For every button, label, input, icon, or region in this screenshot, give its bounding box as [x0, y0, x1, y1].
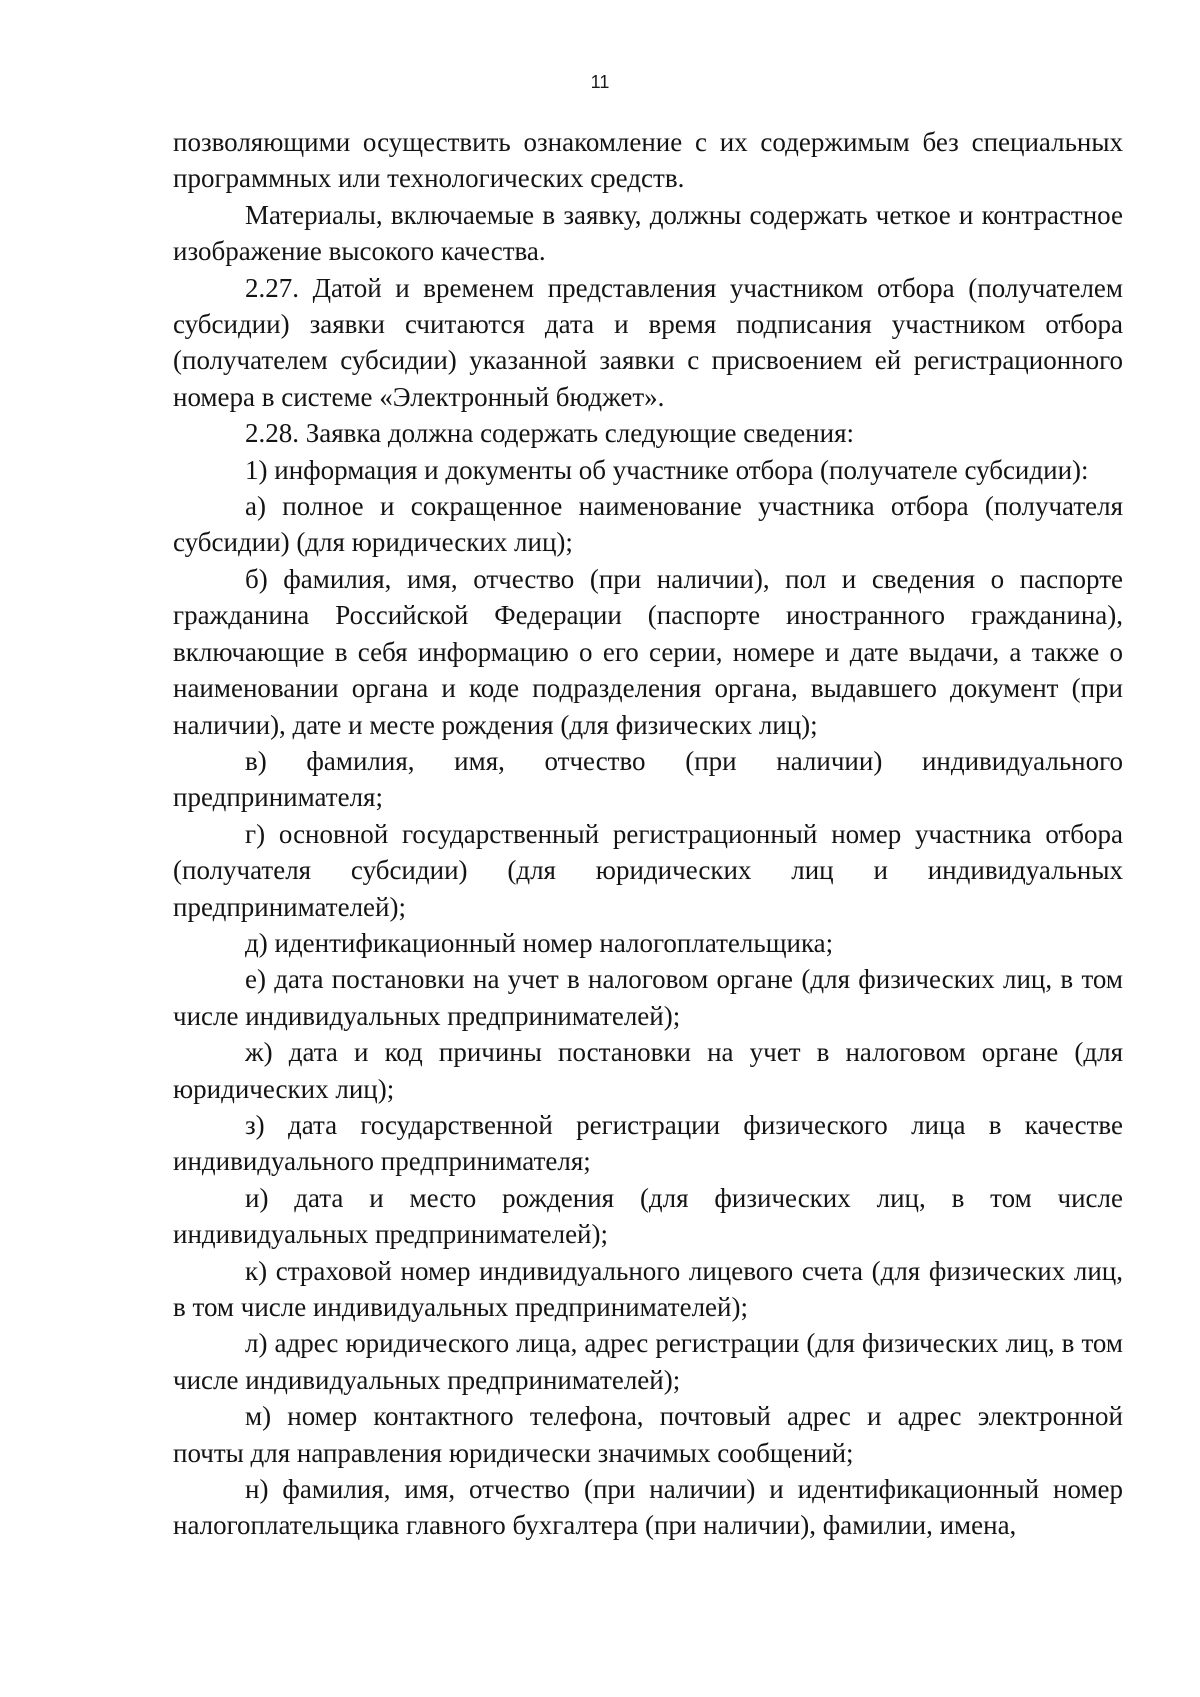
list-item-b: б) фамилия, имя, отчество (при наличии), пол и сведения о паспорте гражданина Российской Федерации (паспорте иностранного гражданина), включающие в себя информацию о его серии, номере и дате выдачи, а также о наименовании органа и коде подразделения органа, выдавшего документ (при наличии), дате и месте рождения (для физических лиц); — [173, 563, 1123, 740]
document-body — [173, 124, 1123, 1544]
paragraph-materials: Материалы, включаемые в заявку, должны содержать четкое и контрастное изображение высокого качества. — [173, 199, 1123, 267]
list-item-a: а) полное и сокращенное наименование участника отбора (получателя субсидии) (для юридических лиц); — [173, 491, 1123, 558]
list-item-g: г) основной государственный регистрационный номер участника отбора (получателя субсидии) (для юридических лиц и индивидуальных предпринимателей); — [173, 818, 1123, 922]
list-item-1: 1) информация и документы об участнике отбора (получателе субсидии): — [245, 454, 1089, 485]
list-item-n: н) фамилия, имя, отчество (при наличии) и идентификационный номер налогоплательщика главного бухгалтера (при наличии), фамилии, имена, — [173, 1474, 1123, 1541]
page-number: 11 — [590, 72, 610, 92]
list-item-zh: ж) дата и код причины постановки на учет в налоговом органе (для юридических лиц); — [173, 1037, 1123, 1104]
paragraph-2-27: 2.27. Датой и временем представления участником отбора (получателем субсидии) заявки считаются дата и время подписания участником отбора (получателем субсидии) указанной заявки с присвоением ей регистрационного номера в системе «Электронный бюджет». — [173, 272, 1123, 412]
list-item-m: м) номер контактного телефона, почтовый адрес и адрес электронной почты для направления юридически значимых сообщений; — [173, 1401, 1123, 1468]
list-item-i: и) дата и место рождения (для физических лиц, в том числе индивидуальных предпринимателей); — [173, 1182, 1123, 1250]
list-item-z: з) дата государственной регистрации физического лица в качестве индивидуального предпринимателя; — [173, 1109, 1123, 1177]
list-item-e: е) дата постановки на учет в налоговом органе (для физических лиц, в том числе индивидуальных предпринимателей); — [173, 964, 1123, 1031]
list-item-l: л) адрес юридического лица, адрес регистрации (для физических лиц, в том числе индивидуальных предпринимателей); — [173, 1328, 1123, 1395]
paragraph-2-28: 2.28. Заявка должна содержать следующие сведения: — [245, 418, 855, 449]
list-item-v: в) фамилия, имя, отчество (при наличии) индивидуального предпринимателя; — [173, 745, 1123, 813]
list-item-k: к) страховой номер индивидуального лицевого счета (для физических лиц, в том числе индивидуальных предпринимателей); — [173, 1255, 1123, 1322]
paragraph-continuation: позволяющими осуществить ознакомление с их содержимым без специальных программных или технологических средств. — [173, 127, 1123, 194]
list-item-d: д) идентификационный номер налогоплательщика; — [245, 927, 834, 958]
